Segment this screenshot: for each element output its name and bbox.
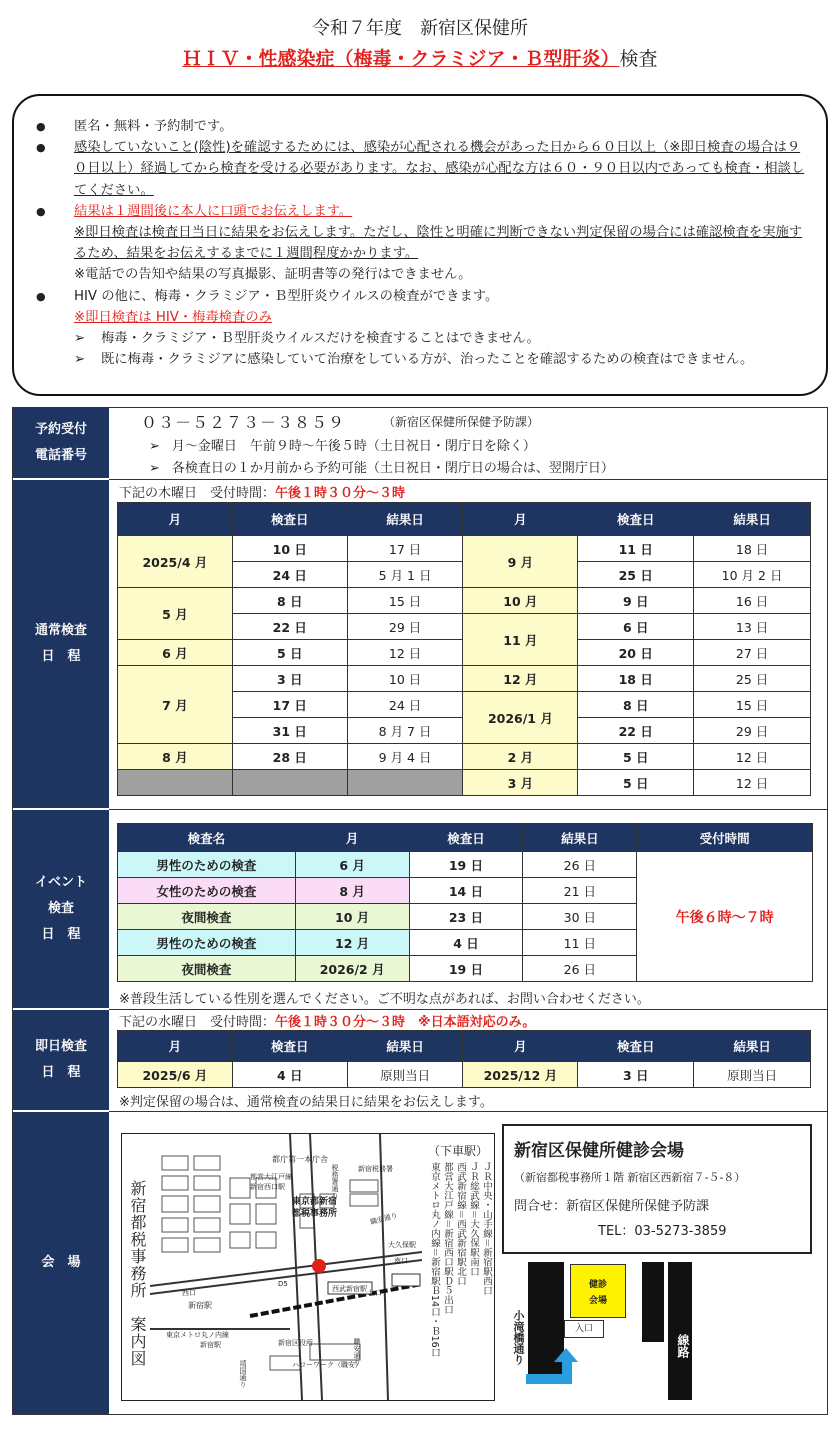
result-day-cell: 原則当日 bbox=[694, 1062, 811, 1088]
test-day-cell: 18 日 bbox=[578, 666, 694, 692]
month-cell: 8 月 bbox=[295, 878, 409, 904]
result-day-cell: 24 日 bbox=[347, 692, 463, 718]
advance-text: 各検査日の１か月前から予約可能（土日祝日・閉庁日の場合は、翌開庁日） bbox=[171, 461, 614, 476]
test-day-cell: 22 日 bbox=[578, 718, 694, 744]
result-day-cell: 12 日 bbox=[694, 744, 811, 770]
month-cell: 2026/2 月 bbox=[295, 956, 409, 982]
result-day-cell: 15 日 bbox=[694, 692, 811, 718]
venue-info-box bbox=[502, 1124, 812, 1254]
notice-text: 梅毒・クラミジア・Ｂ型肝炎ウイルスだけを検査することはできません。 bbox=[101, 331, 540, 347]
venue-map bbox=[121, 1133, 495, 1401]
header-result-day: 結果日 bbox=[347, 503, 463, 536]
result-day-cell: 12 日 bbox=[347, 640, 463, 666]
month-cell: 2025/6 月 bbox=[118, 1062, 233, 1088]
hours-line bbox=[149, 435, 536, 454]
month-cell: 2 月 bbox=[463, 744, 578, 770]
test-day-cell: 19 日 bbox=[409, 956, 523, 982]
venue-name: 新宿区保健所健診会場 bbox=[514, 1141, 684, 1161]
test-day-cell: 19 日 bbox=[409, 852, 523, 878]
advance-line bbox=[149, 457, 614, 476]
divider bbox=[109, 479, 827, 480]
test-name-cell: 女性のための検査 bbox=[118, 878, 296, 904]
map-label: 靖国通り bbox=[239, 1360, 247, 1388]
map-label: 新宿駅 bbox=[188, 1301, 212, 1310]
result-day-cell: 8 月 7 日 bbox=[347, 718, 463, 744]
arrow-up-icon bbox=[526, 1342, 606, 1402]
result-day-cell: 26 日 bbox=[523, 956, 637, 982]
map-label: ハローワーク（職安） bbox=[292, 1361, 362, 1369]
test-day-cell: 8 日 bbox=[232, 588, 347, 614]
regular-schedule-table bbox=[117, 502, 811, 796]
test-day-cell: 4 日 bbox=[232, 1062, 347, 1088]
station-list bbox=[428, 1162, 493, 1396]
test-day-cell: 23 日 bbox=[409, 904, 523, 930]
title-line2 bbox=[0, 44, 840, 71]
table-header bbox=[118, 1031, 811, 1062]
month-cell: 2025/12 月 bbox=[463, 1062, 578, 1088]
test-name-cell: 夜間検査 bbox=[118, 956, 296, 982]
bullet-icon: ● bbox=[36, 289, 46, 303]
result-day-cell: 原則当日 bbox=[347, 1062, 463, 1088]
label-text: 検査 bbox=[47, 901, 74, 916]
result-day-cell: 15 日 bbox=[347, 588, 463, 614]
notice-text: 既に梅毒・クラミジアに感染していて治療をしている方が、治ったことを確認するための検査はできません。 bbox=[101, 352, 754, 368]
map-label: 東京都新宿 bbox=[292, 1197, 338, 1207]
map-label: 新宿区役所 bbox=[278, 1339, 313, 1347]
month-cell: 3 月 bbox=[463, 770, 578, 796]
table-row bbox=[118, 744, 811, 770]
station-item: 東京メトロ丸ノ内線＝新宿駅Ｂ14口・Ｂ16口 bbox=[429, 1162, 440, 1358]
map-label: D5 bbox=[278, 1280, 288, 1288]
header-test-day: 検査日 bbox=[578, 503, 694, 536]
month-cell: 12 月 bbox=[463, 666, 578, 692]
header-result-day: 結果日 bbox=[523, 824, 637, 852]
bullet-icon: ● bbox=[36, 120, 46, 133]
table-row bbox=[118, 666, 811, 692]
railway-label: 線路 bbox=[668, 1262, 692, 1400]
header-month: 月 bbox=[463, 503, 578, 536]
title-suffix: 検査 bbox=[619, 48, 658, 70]
result-day-cell: 29 日 bbox=[347, 614, 463, 640]
result-day-cell: 13 日 bbox=[694, 614, 811, 640]
header-test-name: 検査名 bbox=[118, 824, 296, 852]
header-month: 月 bbox=[118, 1031, 233, 1062]
header-month: 月 bbox=[118, 503, 233, 536]
result-day-cell: 12 日 bbox=[694, 770, 811, 796]
reception-time: 午後１時３０分～３時 bbox=[275, 486, 406, 501]
result-day-cell: 25 日 bbox=[694, 666, 811, 692]
venue-marker-icon bbox=[312, 1259, 326, 1273]
month-cell: 10 月 bbox=[463, 588, 578, 614]
event-schedule-table bbox=[117, 823, 813, 982]
station-item: 都営大江戸線＝新宿西口駅Ｄ５出口 bbox=[442, 1162, 453, 1315]
notice-subtext: ※電話での告知や結果の写真撮影、証明書等の発行はできません。 bbox=[74, 267, 472, 283]
arrow-icon: ➢ bbox=[149, 461, 160, 476]
event-note: ※普段生活している性別を選んでください。ご不明な点があれば、お問い合わせください。 bbox=[119, 992, 650, 1007]
test-day-cell: 20 日 bbox=[578, 640, 694, 666]
event-reception-time: 午後６時～７時 bbox=[637, 852, 813, 982]
notice-text: 結果は１週間後に本人に口頭でお伝えします。 bbox=[74, 203, 353, 219]
month-cell: 2026/1 月 bbox=[463, 692, 578, 744]
month-cell: 11 月 bbox=[463, 614, 578, 666]
notice-item bbox=[36, 116, 808, 137]
label-venue: 会 場 bbox=[13, 1112, 109, 1414]
venue-inquiry: 問合せ：新宿区保健所保健予防課 bbox=[514, 1199, 710, 1214]
notice-item bbox=[36, 286, 808, 307]
empty-cell bbox=[232, 770, 347, 796]
label-reservation bbox=[13, 408, 109, 479]
test-day-cell: 22 日 bbox=[232, 614, 347, 640]
result-day-cell: 9 月 4 日 bbox=[347, 744, 463, 770]
notice-text: 感染していないこと(陰性)を確認するためには、感染が心配される機会があった日から６０日以上（※即日検査の場合は９０日以上）経過してから検査を受ける必要があります。なお、感染が心配な方は６０・９０日以内であっても検査・相談してください。 bbox=[74, 140, 805, 198]
result-day-cell: 5 月 1 日 bbox=[347, 562, 463, 588]
map-label: 東京メトロ丸ノ内線 bbox=[166, 1331, 229, 1339]
map-label: 大久保駅 bbox=[388, 1241, 416, 1249]
label-text: 通常検査 bbox=[34, 623, 87, 638]
label-text: 予約受付 bbox=[34, 422, 87, 437]
map-label: 新宿駅 bbox=[200, 1341, 221, 1349]
header-test-day: 検査日 bbox=[409, 824, 523, 852]
arrow-icon: ➢ bbox=[74, 352, 86, 368]
building-wall bbox=[642, 1262, 664, 1342]
divider bbox=[109, 1111, 827, 1112]
station-heading: （下車駅） bbox=[428, 1144, 489, 1158]
venue-address: （新宿都税事務所１階 新宿区西新宿７-５-８） bbox=[514, 1171, 746, 1184]
table-row bbox=[118, 1062, 811, 1088]
test-day-cell: 3 日 bbox=[578, 1062, 694, 1088]
month-cell: 10 月 bbox=[295, 904, 409, 930]
header-result-day: 結果日 bbox=[694, 1031, 811, 1062]
label-text: 日 程 bbox=[41, 649, 81, 664]
result-day-cell: 21 日 bbox=[523, 878, 637, 904]
test-day-cell: 6 日 bbox=[578, 614, 694, 640]
title-line1: 令和７年度 新宿区保健所 bbox=[312, 18, 528, 39]
map-label: 都営大江戸線 bbox=[250, 1173, 292, 1181]
notice-box bbox=[12, 94, 828, 396]
station-item: ＪＲ総武線＝大久保駅南口 bbox=[468, 1162, 479, 1277]
hours-text: 月～金曜日 午前９時～午後５時（土日祝日・閉庁日を除く） bbox=[171, 439, 536, 454]
header-result-day: 結果日 bbox=[347, 1031, 463, 1062]
test-day-cell: 31 日 bbox=[232, 718, 347, 744]
test-day-cell: 9 日 bbox=[578, 588, 694, 614]
regular-note bbox=[119, 482, 405, 501]
result-day-cell: 17 日 bbox=[347, 536, 463, 562]
map-label: 都税事務所 bbox=[292, 1209, 338, 1219]
result-day-cell: 18 日 bbox=[694, 536, 811, 562]
same-day-footnote: ※判定保留の場合は、通常検査の結果日に結果をお伝えします。 bbox=[119, 1095, 493, 1110]
test-day-cell: 5 日 bbox=[578, 770, 694, 796]
month-cell: 7 月 bbox=[118, 666, 233, 744]
test-day-cell: 5 日 bbox=[232, 640, 347, 666]
header-test-day: 検査日 bbox=[578, 1031, 694, 1062]
same-day-note bbox=[119, 1011, 535, 1030]
header-month: 月 bbox=[295, 824, 409, 852]
venue-block bbox=[570, 1264, 626, 1318]
arrow-icon: ➢ bbox=[74, 331, 86, 347]
label-regular bbox=[13, 480, 109, 809]
test-day-cell: 11 日 bbox=[578, 536, 694, 562]
notice-subtext: ※即日検査は検査日当日に結果をお伝えします。ただし、陰性と明確に判断できない判定保留の場合には確認検査を実施するため、結果をお伝えするまでに１週間程度かかります。 bbox=[74, 225, 803, 262]
map-label: 税務署通り bbox=[331, 1164, 339, 1199]
result-day-cell: 10 日 bbox=[347, 666, 463, 692]
map-title: 新宿都税事務所 案内図 bbox=[128, 1179, 147, 1367]
map-label: 西口 bbox=[182, 1289, 196, 1297]
bullet-icon: ● bbox=[36, 204, 46, 218]
month-cell: 12 月 bbox=[295, 930, 409, 956]
label-text: 日 程 bbox=[41, 927, 81, 942]
map-label: 都庁第一本庁舎 bbox=[272, 1155, 328, 1164]
test-day-cell: 8 日 bbox=[578, 692, 694, 718]
station-item: ＪＲ中央・山手線＝新宿駅西口 bbox=[481, 1162, 492, 1296]
empty-cell bbox=[347, 770, 463, 796]
label-text: イベント bbox=[34, 875, 87, 890]
test-day-cell: 10 日 bbox=[232, 536, 347, 562]
table-header bbox=[118, 824, 813, 852]
map-label: 北口 bbox=[368, 1289, 382, 1297]
month-cell: 8 月 bbox=[118, 744, 233, 770]
empty-cell bbox=[118, 770, 233, 796]
month-cell: 5 月 bbox=[118, 588, 233, 640]
notice-subtext: ※即日検査は HIV・梅毒検査のみ bbox=[74, 309, 272, 325]
notice-item bbox=[36, 137, 808, 201]
divider bbox=[109, 809, 827, 810]
table-header bbox=[118, 503, 811, 536]
same-day-table bbox=[117, 1030, 811, 1088]
test-day-cell: 3 日 bbox=[232, 666, 347, 692]
label-same-day bbox=[13, 1010, 109, 1111]
test-day-cell: 24 日 bbox=[232, 562, 347, 588]
map-label: 新宿税務署 bbox=[358, 1165, 393, 1173]
street-label: 小滝橋通り bbox=[512, 1309, 525, 1365]
test-day-cell: 25 日 bbox=[578, 562, 694, 588]
result-day-cell: 10 月 2 日 bbox=[694, 562, 811, 588]
venue-tel: TEL：03-5273-3859 bbox=[598, 1224, 727, 1239]
map-label: 職安通り bbox=[353, 1338, 361, 1366]
station-item: 西武新宿線＝西武新宿駅北口 bbox=[455, 1162, 466, 1286]
arrow-icon: ➢ bbox=[149, 439, 160, 454]
test-day-cell: 14 日 bbox=[409, 878, 523, 904]
map-label: 新宿西口駅 bbox=[250, 1183, 285, 1191]
header-result-day: 結果日 bbox=[694, 503, 811, 536]
month-cell: 6 月 bbox=[118, 640, 233, 666]
test-day-cell: 5 日 bbox=[578, 744, 694, 770]
entrance-label: 入口 bbox=[564, 1320, 604, 1338]
notice-item bbox=[36, 201, 808, 222]
table-row bbox=[118, 852, 813, 878]
header-month: 月 bbox=[463, 1031, 578, 1062]
notice-arrow-item bbox=[36, 349, 808, 370]
month-cell: 6 月 bbox=[295, 852, 409, 878]
phone-number: ０３－５２７３－３８５９ bbox=[141, 413, 346, 432]
test-day-cell: 4 日 bbox=[409, 930, 523, 956]
result-day-cell: 11 日 bbox=[523, 930, 637, 956]
notice-text: 匿名・無料・予約制です。 bbox=[74, 119, 233, 134]
test-day-cell: 28 日 bbox=[232, 744, 347, 770]
table-row bbox=[118, 770, 811, 796]
bullet-icon: ● bbox=[36, 141, 46, 155]
header-reception-time: 受付時間 bbox=[637, 824, 813, 852]
divider bbox=[109, 1009, 827, 1010]
notice-arrow-item bbox=[36, 328, 808, 349]
month-cell: 9 月 bbox=[463, 536, 578, 588]
test-day-cell: 17 日 bbox=[232, 692, 347, 718]
map-label: 西武新宿駅 bbox=[332, 1285, 367, 1293]
test-name-cell: 男性のための検査 bbox=[118, 852, 296, 878]
phone-dept: （新宿区保健所保健予防課） bbox=[383, 415, 540, 429]
venue-block-label: 健診会場 bbox=[588, 1280, 607, 1306]
header-test-day: 検査日 bbox=[232, 503, 347, 536]
map-label: 職安通り bbox=[369, 1211, 399, 1227]
reception-time: 午後１時３０分～３時 ※日本語対応のみ。 bbox=[275, 1015, 536, 1030]
notice-text: HIV の他に、梅毒・クラミジア・Ｂ型肝炎ウイルスの検査ができます。 bbox=[74, 288, 499, 304]
note-text: 下記の木曜日 受付時間： bbox=[119, 486, 276, 501]
result-day-cell: 16 日 bbox=[694, 588, 811, 614]
table-row bbox=[118, 588, 811, 614]
result-day-cell: 27 日 bbox=[694, 640, 811, 666]
result-day-cell: 30 日 bbox=[523, 904, 637, 930]
table-row bbox=[118, 536, 811, 562]
entrance-map bbox=[502, 1262, 694, 1400]
title-tests: ＨＩＶ・性感染症（梅毒・クラミジア・Ｂ型肝炎） bbox=[182, 48, 620, 70]
test-name-cell: 夜間検査 bbox=[118, 904, 296, 930]
label-event bbox=[13, 810, 109, 1009]
month-cell: 2025/4 月 bbox=[118, 536, 233, 588]
label-text: 即日検査 bbox=[34, 1039, 87, 1054]
result-day-cell: 29 日 bbox=[694, 718, 811, 744]
result-day-cell: 26 日 bbox=[523, 852, 637, 878]
label-text: 日 程 bbox=[41, 1065, 81, 1080]
note-text: 下記の水曜日 受付時間： bbox=[119, 1015, 276, 1030]
label-text: 電話番号 bbox=[34, 448, 87, 463]
map-label: 南口 bbox=[394, 1257, 408, 1265]
header-test-day: 検査日 bbox=[232, 1031, 347, 1062]
test-name-cell: 男性のための検査 bbox=[118, 930, 296, 956]
